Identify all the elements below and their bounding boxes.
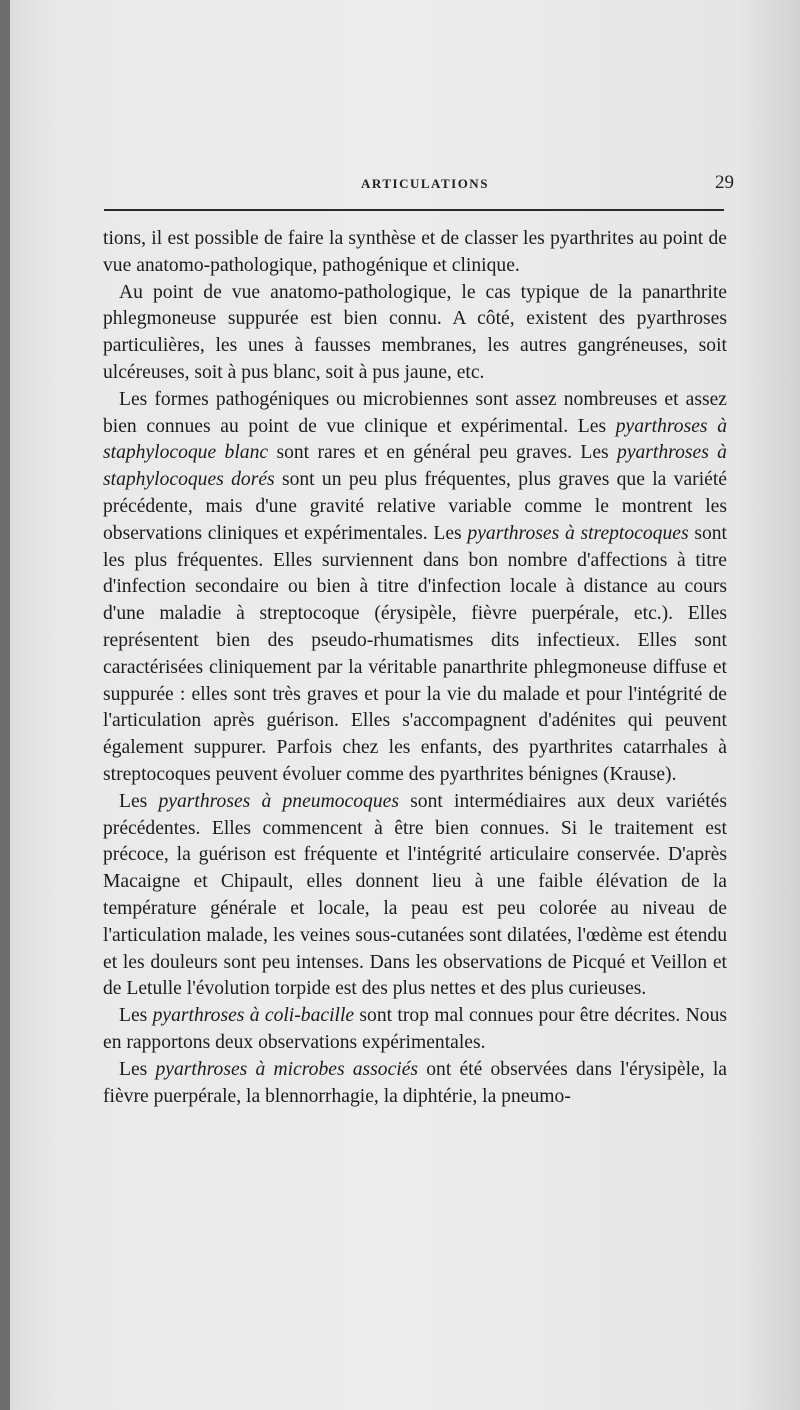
text-segment: sont intermédiaires aux deux variétés précédentes. Elles commencent à être bien connues. Si le traitement est précoce, la guérison est fréquente et l'intégrité articulaire conservée. D'après Macaigne et Chipault, elles donnent lieu à une faible élévation de la température générale et locale, la peau est peu colorée au niveau de l'articulation malade, les veines sous-cutanées sont dilatées, l'œdème est étendu et les douleurs sont peu intenses. Dans les observations de Picqué et Veillon et de Letulle l'évolution torpide est des plus nettes et des plus curieuses. xyxy=(103,790,727,1000)
text-segment: sont un peu plus fréquentes, plus graves que la variété précédente, mais d'une gravité relative variable comme le montrent les observations cliniques et expérimentales. Les xyxy=(103,469,727,544)
paragraph xyxy=(103,280,727,387)
text-segment: Les formes pathogéniques ou microbiennes sont assez nombreuses et assez bien connues au point de vue clinique et expérimental. Les xyxy=(103,388,727,437)
italic-term: pyarthroses à pneumocoques xyxy=(158,790,399,812)
text-segment: sont les plus fréquentes. Elles surviennent dans bon nombre d'affections à titre d'infection secondaire ou bien à titre d'infection locale à distance au cours d'une maladie à streptocoque (érysipèle, fièvre puerpérale, etc.). Elles représentent bien des pseudo-rhumatismes dits infectieux. Elles sont caractérisées cliniquement par la véritable panarthrite phlegmoneuse diffuse et suppurée : elles sont très graves et pour la vie du malade et pour l'intégrité de l'articulation après guérison. Elles s'accompagnent d'adénites qui peuvent également suppurer. Parfois chez les enfants, des pyarthrites catarrhales à streptocoques peuvent évoluer comme des pyarthrites bénignes (Krause). xyxy=(103,522,727,785)
text-segment: Les xyxy=(119,1005,153,1027)
italic-term: pyarthroses à streptocoques xyxy=(467,522,689,544)
running-title: ARTICULATIONS xyxy=(361,176,489,191)
text-segment: sont rares et en général peu graves. Les xyxy=(268,442,618,464)
header-rule xyxy=(104,209,724,211)
text-segment: sont trop mal connues pour être décrites. Nous en rapportons deux observations expérimentales. xyxy=(103,1005,727,1053)
italic-term: pyarthroses à coli-bacille xyxy=(152,1005,355,1027)
body-text xyxy=(103,226,727,1110)
paragraph xyxy=(103,1057,727,1111)
paragraph xyxy=(103,387,727,789)
text-segment: Les xyxy=(119,790,159,812)
italic-term: pyarthroses à staphylocoque blanc xyxy=(103,415,727,464)
paragraph xyxy=(103,226,727,280)
page-number: 29 xyxy=(715,172,734,193)
paragraph xyxy=(103,1003,727,1057)
page-header xyxy=(114,172,736,196)
text-segment: Les xyxy=(119,1058,156,1080)
text-segment: Au point de vue anatomo-pathologique, le cas typique de la panarthrite phlegmoneuse suppurée est bien connu. A côté, existent des pyarthroses particulières, les unes à fausses membranes, les autres gangréneuses, soit ulcéreuses, soit à pus blanc, soit à pus jaune, etc. xyxy=(103,281,727,383)
paragraph xyxy=(103,789,727,1003)
italic-term: pyarthroses à microbes associés xyxy=(155,1058,419,1080)
text-segment: ont été observées dans l'érysipèle, la fièvre puerpérale, la blennorrhagie, la diphtérie, la pneumo- xyxy=(103,1058,727,1107)
italic-term: pyarthroses à staphylocoques dorés xyxy=(103,442,727,491)
text-segment: tions, il est possible de faire la synthèse et de classer les pyarthrites au point de vue anatomo-pathologique, pathogénique et clinique. xyxy=(103,228,727,276)
